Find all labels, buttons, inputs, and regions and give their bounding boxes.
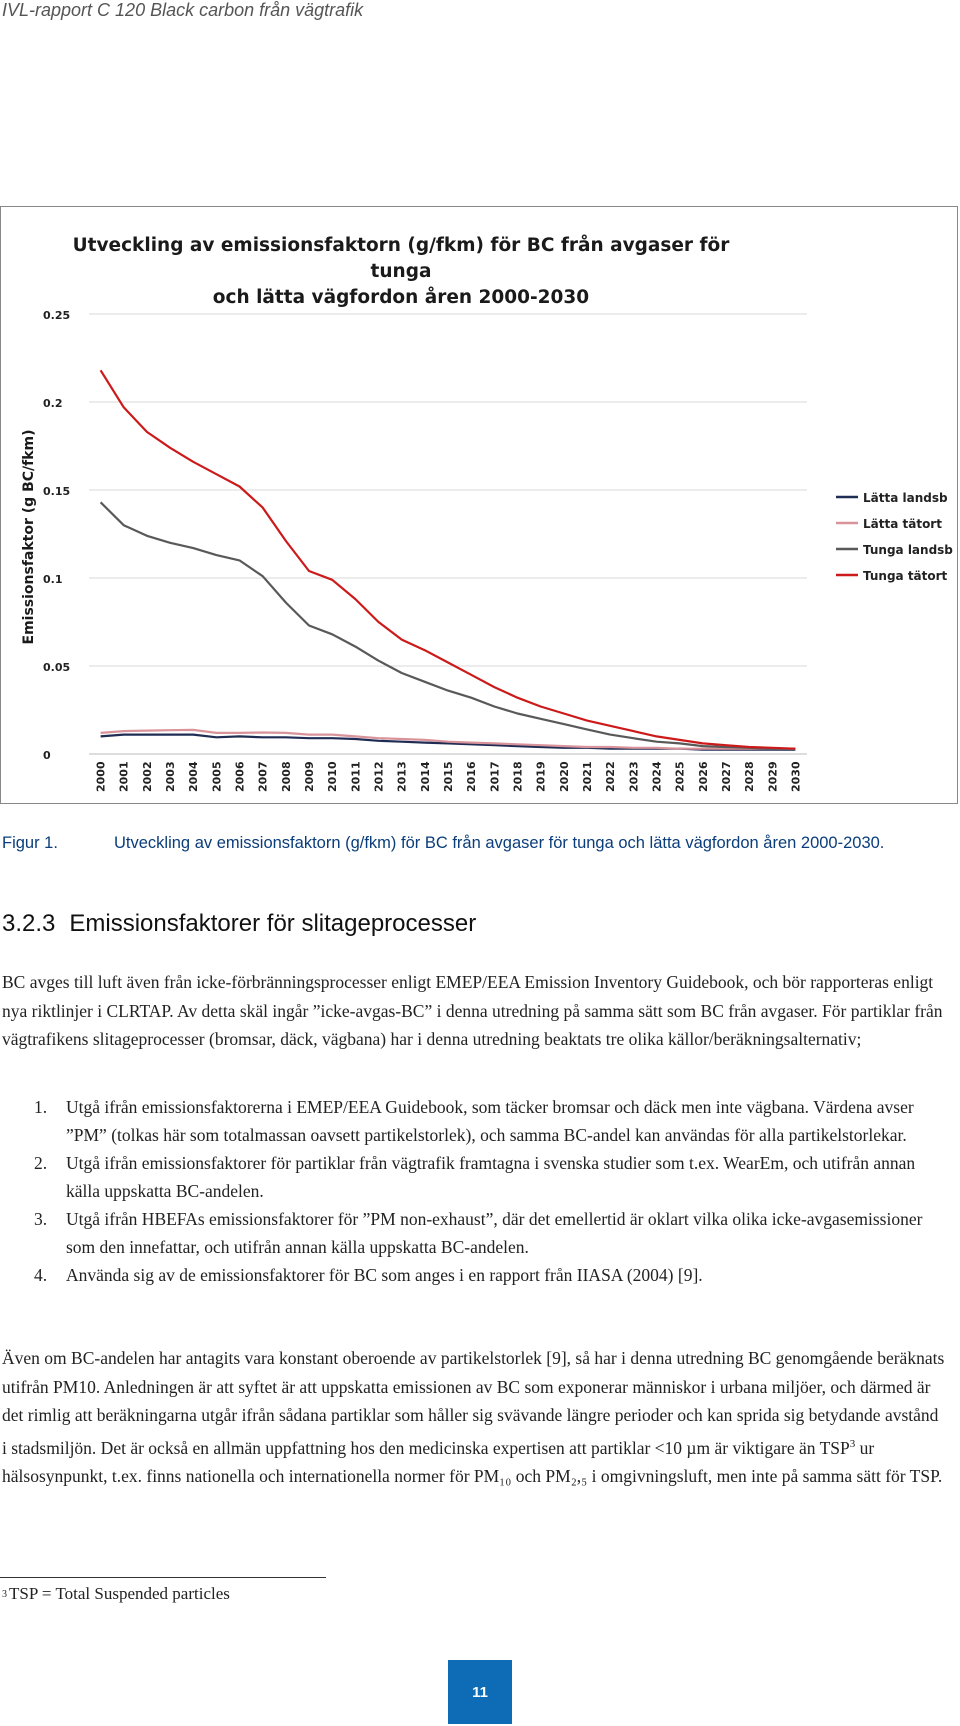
- footnote-mark: 3: [2, 1589, 7, 1600]
- y-tick-label: 0.25: [43, 309, 71, 322]
- footnote: [2, 1584, 230, 1604]
- x-tick-label: 2008: [279, 761, 293, 792]
- x-tick-label: 2006: [233, 761, 247, 792]
- x-tick-label: 2017: [488, 761, 502, 792]
- section-number: 3.2.3: [2, 910, 56, 937]
- emission-chart: [0, 206, 958, 804]
- series-line: [101, 370, 796, 748]
- x-tick-label: 2007: [256, 761, 270, 792]
- body-text-b: ur hälsosynpunkt, t.ex. finns nationella och internationella normer för PM₁₀ och PM₂,₅ i omgivningsluft, men inte på samma sätt för TSP.: [2, 1437, 943, 1487]
- x-tick-label: 2015: [442, 761, 455, 792]
- x-tick-label: 2012: [372, 761, 386, 792]
- chart-title-line2: och lätta vägfordon åren 2000-2030: [212, 287, 590, 308]
- x-tick-label: 2025: [673, 761, 687, 792]
- x-tick-label: 2018: [511, 761, 525, 792]
- y-tick-label: 0.05: [43, 661, 71, 674]
- x-tick-label: 2010: [326, 761, 340, 792]
- x-tick-label: 2019: [534, 761, 548, 792]
- legend-label: Lätta landsb: [863, 491, 948, 505]
- intro-paragraph: [2, 968, 946, 1054]
- chart-title-line1: Utveckling av emissionsfaktorn (g/fkm) för BC från avgaser för tunga: [72, 235, 730, 282]
- alternatives-list: [0, 1093, 944, 1289]
- x-tick-label: 2029: [766, 761, 780, 792]
- list-item: 4. Använda sig av de emissionsfaktorer för BC som anges i en rapport från IIASA (2004) [9].: [34, 1265, 703, 1285]
- x-tick-label: 2026: [696, 761, 710, 792]
- legend-label: Tunga tätort: [863, 569, 948, 583]
- figure-caption-text: Utveckling av emissionsfaktorn (g/fkm) för BC från avgaser för tunga och lätta vägfordon åren 2000-2030.: [114, 834, 885, 852]
- legend-label: Tunga landsb: [863, 543, 953, 557]
- footnote-ref[interactable]: 3: [849, 1437, 856, 1450]
- running-header: IVL-rapport C 120 Black carbon från vägtrafik: [2, 0, 364, 20]
- x-tick-label: 2009: [303, 761, 317, 792]
- x-tick-label: 2023: [627, 761, 641, 792]
- x-tick-label: 2028: [743, 761, 757, 792]
- x-tick-label: 2005: [210, 761, 224, 792]
- x-tick-label: 2002: [140, 761, 154, 792]
- x-tick-label: 2030: [789, 761, 803, 792]
- section-title: Emissionsfaktorer för slitageprocesser: [69, 910, 477, 937]
- list-item: 2. Utgå ifrån emissionsfaktorer för partiklar från vägtrafik framtagna i svenska studier som t.ex. WearEm, och utifrån annan källa uppskatta BC-andelen.: [34, 1153, 916, 1201]
- x-tick-label: 2024: [650, 761, 664, 792]
- chart-plot: [1, 207, 959, 805]
- body-paragraph: [2, 1344, 946, 1491]
- x-tick-label: 2016: [465, 761, 479, 792]
- y-tick-label: 0.2: [43, 397, 63, 410]
- y-tick-label: 0.15: [43, 485, 71, 498]
- x-tick-label: 2021: [580, 761, 594, 792]
- y-axis-label: Emissionsfaktor (g BC/fkm): [21, 429, 37, 645]
- x-tick-label: 2000: [94, 761, 108, 792]
- x-tick-label: 2014: [418, 761, 432, 792]
- x-tick-label: 2022: [604, 761, 618, 792]
- x-tick-label: 2003: [164, 761, 178, 792]
- list-item: 3. Utgå ifrån HBEFAs emissionsfaktorer för ”PM non-exhaust”, där det emellertid är oklart vilka olika icke-avgasemissioner som den innefattar, och utifrån annan källa uppskatta BC-andelen.: [34, 1209, 923, 1257]
- x-tick-label: 2013: [395, 761, 409, 792]
- section-heading: [2, 910, 476, 938]
- series-line: [101, 502, 796, 748]
- footnote-text: TSP = Total Suspended particles: [9, 1584, 230, 1603]
- y-tick-label: 0.1: [43, 573, 63, 586]
- x-tick-label: 2004: [187, 761, 201, 792]
- footnote-divider: [0, 1577, 326, 1578]
- figure-label: Figur 1.: [2, 834, 58, 852]
- legend-label: Lätta tätort: [863, 517, 942, 531]
- intro-text: BC avges till luft även från icke-förbränningsprocesser enligt EMEP/EEA Emission Inventory Guidebook, och bör rapporteras enligt nya riktlinjer i CLRTAP. Av detta skäl ingår ”icke-avgas-BC” i denna utredning på samma sätt som BC från avgaser. För partiklar från vägtrafikens slitageprocesser (bromsar, däck, vägbana) har i denna utredning beaktats tre olika källor/beräkningsalternativ;: [2, 972, 943, 1050]
- list-item: 1. Utgå ifrån emissionsfaktorerna i EMEP/EEA Guidebook, som täcker bromsar och däck men inte vägbana. Värdena avser ”PM” (tolkas här som totalmassan oavsett partikelstorlek), och samma BC-andel kan användas för alla partikelstorlekar.: [34, 1097, 914, 1145]
- x-tick-label: 2011: [349, 761, 363, 792]
- y-tick-label: 0: [43, 749, 51, 762]
- x-tick-label: 2001: [117, 761, 131, 792]
- x-tick-label: 2020: [557, 761, 571, 792]
- series-line: [101, 730, 796, 749]
- x-tick-label: 2027: [719, 761, 733, 792]
- body-text-a: Även om BC-andelen har antagits vara konstant oberoende av partikelstorlek [9], så har i denna utredning BC genomgående beräknats utifrån PM10. Anledningen är att syftet är att uppskatta emissionen av BC som exponerar människor i urbana miljöer, och därmed är det rimlig att beräkningarna utgår ifrån sådana partiklar som håller sig svävande längre perioder och kan sprida sig betydande avstånd i stadsmiljön. Det är också en allmän uppfattning hos den medicinska expertisen att partiklar <10 µm är viktigare än TSP: [2, 1348, 945, 1458]
- page-number: 11: [448, 1660, 512, 1724]
